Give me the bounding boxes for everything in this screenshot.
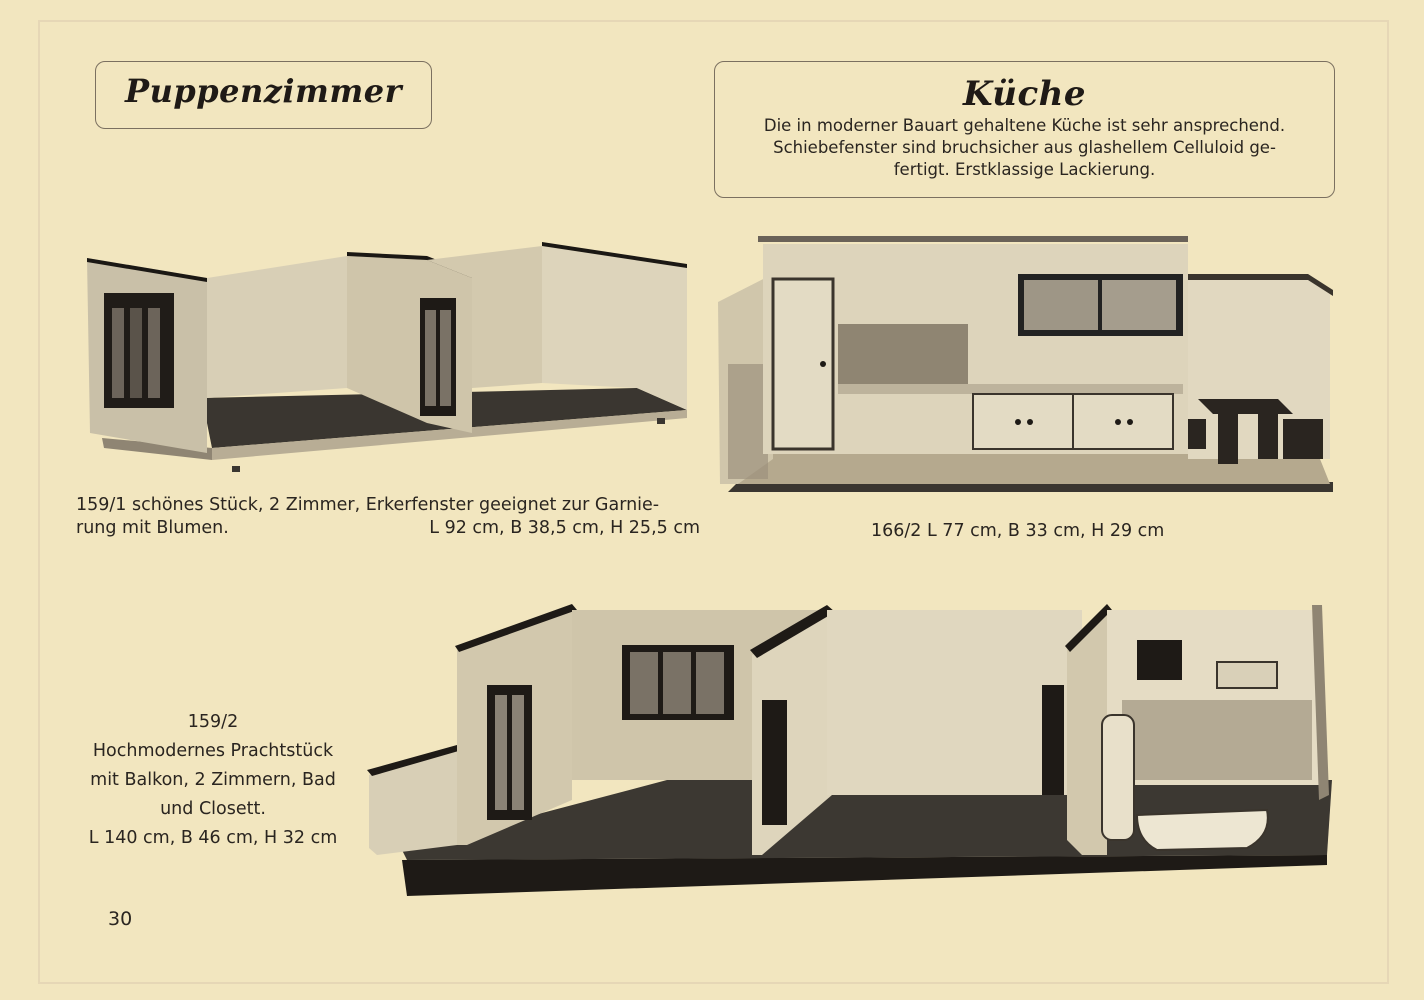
puppenzimmer-title-box <box>95 61 432 129</box>
dollhouse-large-dimensions: L 140 cm, B 46 cm, H 32 cm <box>88 828 338 848</box>
kueche-desc-line1: Die in moderner Bauart gehaltene Küche ist sehr ansprechend. <box>763 116 1286 135</box>
kueche-desc-line3: fertigt. Erstklassige Lackierung. <box>893 160 1156 179</box>
puppenzimmer-photo <box>82 238 694 480</box>
kueche-title-box <box>714 61 1335 198</box>
puppenzimmer-caption-line1: 159/1 schönes Stück, 2 Zimmer, Erkerfenster geeignet zur Garnie- <box>76 495 660 515</box>
page-number: 30 <box>108 908 133 930</box>
kueche-desc-line2: Schiebefenster sind bruchsicher aus glashellem Celluloid ge- <box>773 138 1276 157</box>
puppenzimmer-caption-dimensions: L 92 cm, B 38,5 cm, H 25,5 cm <box>429 518 700 538</box>
kueche-photo <box>718 234 1338 496</box>
kueche-title: Küche <box>962 74 1087 114</box>
dollhouse-large-caption <box>78 708 348 853</box>
dollhouse-large-line3: und Closett. <box>160 799 266 819</box>
puppenzimmer-caption <box>76 494 700 540</box>
puppenzimmer-title: Puppenzimmer <box>125 72 402 110</box>
kueche-caption: 166/2 L 77 cm, B 33 cm, H 29 cm <box>871 521 1165 541</box>
dollhouse-large-line1: Hochmodernes Prachtstück <box>92 741 334 761</box>
dollhouse-large-line2: mit Balkon, 2 Zimmern, Bad <box>90 770 336 790</box>
dollhouse-large-number: 159/2 <box>187 712 239 732</box>
dollhouse-large-photo <box>367 600 1333 900</box>
puppenzimmer-caption-line2-left: rung mit Blumen. <box>76 518 229 538</box>
